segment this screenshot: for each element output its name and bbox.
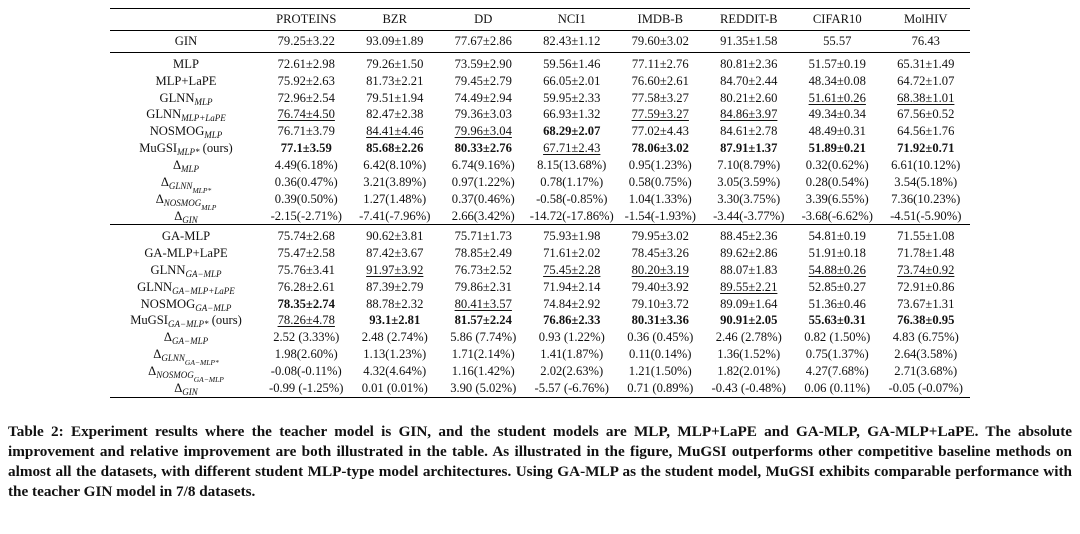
table-cell: 79.51±1.94 xyxy=(366,90,424,105)
table-row xyxy=(110,208,970,225)
method-subscript: NOSMOGMLP xyxy=(163,197,217,212)
method-label: Δ xyxy=(148,363,157,378)
table-cell: 0.39(0.50%) xyxy=(274,191,338,206)
table-cell: 48.34±0.08 xyxy=(808,73,866,88)
method-label: Δ xyxy=(155,191,164,206)
table-cell: 78.26±4.78 xyxy=(277,313,335,328)
table-cell: 0.58(0.75%) xyxy=(628,174,692,189)
method-subscript: MLP xyxy=(194,96,213,107)
table-cell: 0.01 (0.01%) xyxy=(361,380,428,395)
table-cell: 64.56±1.76 xyxy=(897,124,955,139)
table-cell: 51.91±0.18 xyxy=(808,246,866,261)
table-row xyxy=(110,262,970,279)
table-cell: 87.91±1.37 xyxy=(720,140,778,155)
table-cell: 0.75(1.37%) xyxy=(805,347,869,362)
table-cell: 54.81±0.19 xyxy=(808,229,866,244)
method-name xyxy=(110,225,262,245)
table-cell: 59.95±2.33 xyxy=(543,90,601,105)
method-name xyxy=(110,31,262,53)
column-header: PROTEINS xyxy=(262,9,351,31)
results-table-container xyxy=(110,8,970,398)
method-suffix: (ours) xyxy=(199,140,233,155)
table-cell: 79.25±3.22 xyxy=(277,34,335,48)
table-cell: -0.58(-0.85%) xyxy=(536,191,608,206)
table-row xyxy=(110,191,970,208)
table-cell: 75.45±2.28 xyxy=(543,262,601,277)
method-name xyxy=(110,262,262,279)
table-cell: 82.43±1.12 xyxy=(543,34,601,48)
method-label: GLNN xyxy=(137,279,173,294)
table-cell: 84.61±2.78 xyxy=(720,124,778,139)
column-header: IMDB-B xyxy=(616,9,705,31)
table-cell: 93.09±1.89 xyxy=(366,34,424,48)
table-cell: 80.81±2.36 xyxy=(720,57,778,71)
table-cell: 78.06±3.02 xyxy=(631,140,689,155)
table-cell: -1.54(-1.93%) xyxy=(624,208,696,223)
method-label: Δ xyxy=(172,157,182,172)
table-cell: 0.11(0.14%) xyxy=(629,347,692,362)
method-subscript: GLNNMLP* xyxy=(168,180,212,195)
method-label: MLP xyxy=(173,57,199,71)
method-label: Δ xyxy=(174,380,183,395)
table-cell: 78.45±3.26 xyxy=(631,246,689,261)
table-cell: 85.68±2.26 xyxy=(366,140,424,155)
table-cell: 48.49±0.31 xyxy=(808,124,866,139)
table-cell: 81.57±2.24 xyxy=(454,313,512,328)
table-cell: 3.21(3.89%) xyxy=(363,174,427,189)
table-cell: -0.43 (-0.48%) xyxy=(711,380,786,395)
table-cell: 77.11±2.76 xyxy=(631,57,689,71)
table-cell: 75.93±1.98 xyxy=(543,229,601,244)
table-cell: 2.66(3.42%) xyxy=(451,208,515,223)
table-cell: 76.60±2.61 xyxy=(631,73,689,88)
table-cell: 8.15(13.68%) xyxy=(537,157,607,172)
table-cell: 71.55±1.08 xyxy=(897,229,955,244)
table-cell: 75.47±2.58 xyxy=(277,246,335,261)
table-cell: 6.42(8.10%) xyxy=(363,157,427,172)
method-label: GLNN xyxy=(150,262,186,277)
table-cell: 0.32(0.62%) xyxy=(805,157,869,172)
table-cell: 75.76±3.41 xyxy=(277,262,335,277)
table-cell: 0.37(0.46%) xyxy=(451,191,515,206)
method-name xyxy=(110,296,262,313)
table-cell: 66.05±2.01 xyxy=(543,73,601,88)
table-cell: 1.13(1.23%) xyxy=(363,347,427,362)
method-name xyxy=(110,191,262,212)
table-cell: 79.96±3.04 xyxy=(454,124,512,139)
table-cell: 79.95±3.02 xyxy=(631,229,689,244)
table-cell: 51.57±0.19 xyxy=(808,57,866,71)
table-cell: 88.07±1.83 xyxy=(720,262,778,277)
table-cell: 0.82 (1.50%) xyxy=(804,330,871,345)
table-cell: 76.73±2.52 xyxy=(454,262,512,277)
table-cell: 72.96±2.54 xyxy=(277,90,335,105)
table-cell: 68.29±2.07 xyxy=(543,124,601,139)
method-label: Δ xyxy=(163,330,173,345)
table-cell: 71.94±2.14 xyxy=(543,279,601,294)
table-cell: 88.45±2.36 xyxy=(720,229,778,244)
table-cell: 1.71(2.14%) xyxy=(451,347,515,362)
table-cell: 79.45±2.79 xyxy=(454,73,512,88)
table-cell: 76.86±2.33 xyxy=(543,313,601,328)
method-label: MuGSI xyxy=(130,313,168,328)
method-suffix: (ours) xyxy=(208,313,242,328)
table-cell: 6.61(10.12%) xyxy=(891,157,961,172)
table-cell: 84.70±2.44 xyxy=(720,73,778,88)
table-cell: 77.02±4.43 xyxy=(631,124,689,139)
table-cell: 80.41±3.57 xyxy=(454,296,512,311)
table-cell: 64.72±1.07 xyxy=(897,73,955,88)
table-cell: 87.39±2.79 xyxy=(366,279,424,294)
table-cell: -5.57 (-6.76%) xyxy=(534,380,609,395)
table-cell: 3.54(5.18%) xyxy=(894,174,958,189)
table-cell: 66.93±1.32 xyxy=(543,107,601,122)
table-cell: -0.05 (-0.07%) xyxy=(888,380,963,395)
table-cell: -2.15(-2.71%) xyxy=(270,208,342,223)
method-name xyxy=(110,157,262,174)
table-cell: 84.86±3.97 xyxy=(720,107,778,122)
table-row xyxy=(110,296,970,313)
table-row xyxy=(110,157,970,174)
table-cell: 80.33±2.76 xyxy=(454,140,512,155)
table-cell: 3.39(6.55%) xyxy=(805,191,869,206)
table-cell: 2.71(3.68%) xyxy=(894,364,958,379)
table-cell: 90.91±2.05 xyxy=(720,313,778,328)
table-row xyxy=(110,140,970,157)
method-sub-subscript: GA−MLP* xyxy=(184,357,219,367)
table-cell: 1.98(2.60%) xyxy=(274,347,338,362)
table-cell: 55.57 xyxy=(823,34,852,48)
table-row xyxy=(110,363,970,380)
table-cell: 89.62±2.86 xyxy=(720,246,778,261)
table-cell: 2.52 (3.33%) xyxy=(273,330,340,345)
table-cell: 68.38±1.01 xyxy=(897,90,955,105)
table-cell: 1.16(1.42%) xyxy=(451,364,515,379)
method-name xyxy=(110,73,262,90)
method-label: NOSMOG xyxy=(149,124,205,139)
method-header xyxy=(110,9,262,31)
table-cell: 73.67±1.31 xyxy=(897,296,955,311)
method-sub-subscript: MLP* xyxy=(192,185,212,195)
table-cell: 0.06 (0.11%) xyxy=(804,380,871,395)
table-cell: 0.97(1.22%) xyxy=(451,174,515,189)
table-cell: 72.91±0.86 xyxy=(897,279,955,294)
method-subscript: GIN xyxy=(182,386,198,397)
method-subscript: GA−MLP xyxy=(172,336,209,347)
results-table xyxy=(110,8,970,398)
method-name xyxy=(110,174,262,195)
method-subscript: GA−MLP+LaPE xyxy=(172,285,235,296)
table-row xyxy=(110,279,970,296)
ga-mlp-student-section xyxy=(110,225,970,397)
table-row xyxy=(110,346,970,363)
method-label: NOSMOG xyxy=(140,296,196,311)
table-row xyxy=(110,53,970,73)
table-row xyxy=(110,90,970,107)
table-row xyxy=(110,123,970,140)
table-cell: 77.1±3.59 xyxy=(280,140,332,155)
table-cell: 80.31±3.36 xyxy=(631,313,689,328)
table-cell: 55.63±0.31 xyxy=(808,313,866,328)
column-header: REDDIT-B xyxy=(705,9,794,31)
table-cell: 78.35±2.74 xyxy=(277,296,335,311)
method-label: MLP+LaPE xyxy=(155,73,217,88)
method-name xyxy=(110,53,262,73)
method-label: GLNN xyxy=(159,90,195,105)
column-header: MolHIV xyxy=(882,9,971,31)
method-label: MuGSI xyxy=(139,140,178,155)
table-row xyxy=(110,245,970,262)
method-label: Δ xyxy=(153,346,162,361)
method-name xyxy=(110,279,262,296)
table-cell: 54.88±0.26 xyxy=(808,262,866,277)
table-cell: 79.86±2.31 xyxy=(454,279,512,294)
table-cell: -3.68(-6.62%) xyxy=(801,208,873,223)
method-name xyxy=(110,106,262,123)
table-cell: -0.08(-0.11%) xyxy=(270,364,342,379)
table-row xyxy=(110,380,970,397)
table-cell: -4.51(-5.90%) xyxy=(890,208,962,223)
table-cell: 76.28±2.61 xyxy=(277,279,335,294)
table-cell: 1.27(1.48%) xyxy=(363,191,427,206)
table-cell: 78.85±2.49 xyxy=(454,246,512,261)
table-cell: 51.89±0.21 xyxy=(808,140,866,155)
table-caption: Table 2: Experiment results where the teacher model is GIN, and the student models are MLP, MLP+LaPE and GA-MLP, GA-MLP+LaPE. The absolute improvement and relative improvement are both illustrated in the table. As illustrated in the figure, MuGSI outperforms other competitive baseline methods on almost all the datasets, with different student MLP-type model architectures. Using GA-MLP as the student model, MuGSI exhibits comparable performance with the teacher GIN model in 7/8 datasets. xyxy=(8,423,1072,500)
table-row xyxy=(110,174,970,191)
table-cell: 77.67±2.86 xyxy=(454,34,512,48)
table-cell: 73.74±0.92 xyxy=(897,262,955,277)
table-cell: 76.74±4.50 xyxy=(277,107,335,122)
table-row xyxy=(110,73,970,90)
table-cell: 79.26±1.50 xyxy=(366,57,424,71)
table-cell: 3.90 (5.02%) xyxy=(450,380,517,395)
method-subscript: GA−MLP* xyxy=(167,319,209,330)
table-cell: 6.74(9.16%) xyxy=(451,157,515,172)
table-cell: 81.73±2.21 xyxy=(366,73,424,88)
table-cell: 89.09±1.64 xyxy=(720,296,778,311)
table-cell: 75.71±1.73 xyxy=(454,229,512,244)
table-cell: 0.95(1.23%) xyxy=(628,157,692,172)
method-subscript: MLP* xyxy=(177,146,200,157)
table-cell: 91.35±1.58 xyxy=(720,34,778,48)
table-row xyxy=(110,329,970,346)
table-cell: 84.41±4.46 xyxy=(366,124,424,139)
table-cell: 0.36(0.47%) xyxy=(274,174,338,189)
table-cell: 76.38±0.95 xyxy=(897,313,955,328)
table-cell: 2.46 (2.78%) xyxy=(715,330,782,345)
table-cell: 71.61±2.02 xyxy=(543,246,601,261)
method-sub-subscript: GA−MLP xyxy=(193,374,224,384)
table-cell: -3.44(-3.77%) xyxy=(713,208,785,223)
method-label: GIN xyxy=(174,34,198,48)
table-cell: 79.60±3.02 xyxy=(631,34,689,48)
table-cell: 3.30(3.75%) xyxy=(717,191,781,206)
table-cell: 4.83 (6.75%) xyxy=(892,330,959,345)
method-label: GLNN xyxy=(146,107,182,122)
method-subscript: MLP+LaPE xyxy=(181,113,226,124)
table-cell: 2.64(3.58%) xyxy=(894,347,958,362)
table-cell: 4.32(4.64%) xyxy=(363,364,427,379)
table-cell: 82.47±2.38 xyxy=(366,107,424,122)
table-cell: 0.93 (1.22%) xyxy=(538,330,605,345)
table-cell: 1.41(1.87%) xyxy=(540,347,604,362)
table-cell: 0.78(1.17%) xyxy=(540,174,604,189)
column-header: DD xyxy=(439,9,528,31)
table-cell: 76.71±3.79 xyxy=(277,124,335,139)
table-cell: 89.55±2.21 xyxy=(720,279,778,294)
table-cell: 52.85±0.27 xyxy=(808,279,866,294)
table-cell: 51.61±0.26 xyxy=(808,90,866,105)
table-cell: 67.71±2.43 xyxy=(543,140,601,155)
table-cell: 90.62±3.81 xyxy=(366,229,424,244)
method-subscript: MLP xyxy=(204,130,223,141)
table-cell: 80.20±3.19 xyxy=(631,262,689,277)
table-cell: 71.92±0.71 xyxy=(897,140,955,155)
table-cell: 1.36(1.52%) xyxy=(717,347,781,362)
column-header: CIFAR10 xyxy=(793,9,882,31)
table-cell: 87.42±3.67 xyxy=(366,246,424,261)
table-cell: 5.86 (7.74%) xyxy=(450,330,517,345)
method-name xyxy=(110,245,262,262)
table-cell: 88.78±2.32 xyxy=(366,296,424,311)
table-cell: 74.84±2.92 xyxy=(543,296,601,311)
table-cell: 0.36 (0.45%) xyxy=(627,330,694,345)
table-cell: 79.40±3.92 xyxy=(631,279,689,294)
table-cell: -7.41(-7.96%) xyxy=(359,208,431,223)
table-cell: 72.61±2.98 xyxy=(277,57,335,71)
table-cell: 51.36±0.46 xyxy=(808,296,866,311)
table-cell: 77.58±3.27 xyxy=(631,90,689,105)
table-cell: 7.10(8.79%) xyxy=(717,157,781,172)
method-subscript: GA−MLP xyxy=(185,268,222,279)
method-subscript: GA−MLP xyxy=(195,302,232,313)
table-cell: 74.49±2.94 xyxy=(454,90,512,105)
table-cell: 79.10±3.72 xyxy=(631,296,689,311)
table-cell: 91.97±3.92 xyxy=(366,262,424,277)
method-label: GA-MLP+LaPE xyxy=(144,246,228,261)
method-sub-subscript: MLP xyxy=(201,202,217,212)
table-cell: 73.59±2.90 xyxy=(454,57,512,71)
column-header: BZR xyxy=(351,9,440,31)
table-cell: 4.27(7.68%) xyxy=(805,364,869,379)
method-name xyxy=(110,346,262,367)
table-row xyxy=(110,106,970,123)
table-row xyxy=(110,312,970,329)
method-name xyxy=(110,208,262,225)
table-cell: 4.49(6.18%) xyxy=(274,157,338,172)
table-cell: 76.43 xyxy=(911,34,940,48)
table-cell: -14.72(-17.86%) xyxy=(529,208,614,223)
table-cell: 1.82(2.01%) xyxy=(717,364,781,379)
method-name xyxy=(110,90,262,107)
table-cell: 65.31±1.49 xyxy=(897,57,955,71)
table-cell: 75.92±2.63 xyxy=(277,73,335,88)
table-cell: 71.78±1.48 xyxy=(897,246,955,261)
method-subscript: GLNNGA−MLP* xyxy=(161,352,219,367)
table-cell: 59.56±1.46 xyxy=(543,57,601,71)
method-label: GA-MLP xyxy=(161,229,211,244)
table-cell: 7.36(10.23%) xyxy=(891,191,961,206)
method-subscript: GIN xyxy=(182,214,198,225)
method-name xyxy=(110,123,262,140)
table-cell: 77.59±3.27 xyxy=(631,107,689,122)
method-name xyxy=(110,363,262,384)
table-cell: 2.02(2.63%) xyxy=(540,364,604,379)
method-subscript: NOSMOGGA−MLP xyxy=(156,369,224,384)
table-row xyxy=(110,225,970,245)
table-cell: 0.71 (0.89%) xyxy=(627,380,694,395)
table-cell: 79.36±3.03 xyxy=(454,107,512,122)
table-cell: 2.48 (2.74%) xyxy=(361,330,428,345)
teacher-section xyxy=(110,31,970,53)
method-name xyxy=(110,312,262,329)
table-row xyxy=(110,31,970,53)
table-cell: 67.56±0.52 xyxy=(897,107,955,122)
method-label: Δ xyxy=(174,208,183,223)
method-subscript: MLP xyxy=(181,163,200,174)
table-cell: 49.34±0.34 xyxy=(808,107,866,122)
table-header-row xyxy=(110,9,970,31)
method-name xyxy=(110,380,262,397)
table-cell: 75.74±2.68 xyxy=(277,229,335,244)
table-cell: 80.21±2.60 xyxy=(720,90,778,105)
table-cell: 3.05(3.59%) xyxy=(717,174,781,189)
table-cell: 93.1±2.81 xyxy=(369,313,421,328)
mlp-student-section xyxy=(110,53,970,225)
table-cell: 1.04(1.33%) xyxy=(628,191,692,206)
method-label: Δ xyxy=(160,174,169,189)
method-name xyxy=(110,329,262,346)
table-cell: -0.99 (-1.25%) xyxy=(269,380,344,395)
table-cell: 1.21(1.50%) xyxy=(628,364,692,379)
table-cell: 0.28(0.54%) xyxy=(805,174,869,189)
method-name xyxy=(110,140,262,157)
column-header: NCI1 xyxy=(528,9,617,31)
